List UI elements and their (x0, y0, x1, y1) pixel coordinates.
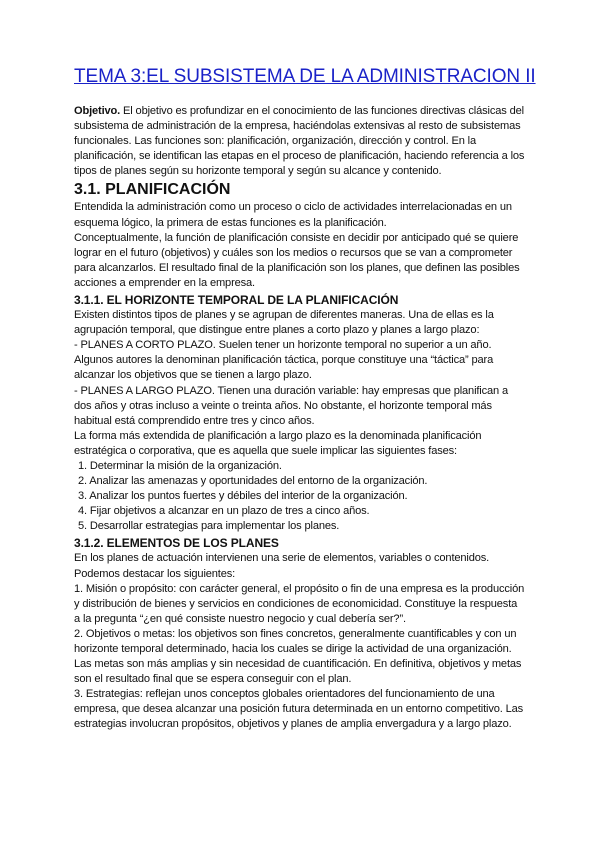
objective-text: El objetivo es profundizar en el conocimiento de las funciones directivas clásicas del subsistema de administración de la empresa, haciéndolas extensivas al resto de subsistemas funcionales. Las funciones son: planificación, organización, dirección y control. En la planificación, se identifican las etapas en el proceso de planificación, haciendo referencia a los tipos de planes según su horizonte temporal y según su alcance y contenido. (74, 105, 525, 178)
list-item: 3. Analizar los puntos fuertes y débiles del interior de la organización. (78, 490, 408, 503)
list-item: 1. Misión o propósito: con carácter general, el propósito o fin de una empresa es la producción y distribución de bienes y servicios en condiciones de economicidad. Constituye la respuesta a la pregunta “¿en qué consiste nuestro negocio y cual debería ser?”. (74, 582, 525, 625)
paragraph: En los planes de actuación intervienen una serie de elementos, variables o contenidos. Podemos destacar los siguientes: (74, 552, 490, 580)
objective-paragraph (74, 104, 526, 179)
list-item: 4. Fijar objetivos a alcanzar en un plazo de tres a cinco años. (78, 505, 370, 518)
paragraph: Entendida la administración como un proceso o ciclo de actividades interrelacionadas en un esquema lógico, la primera de estas funciones es la planificación. (74, 201, 512, 229)
paragraph: Existen distintos tipos de planes y se agrupan de diferentes maneras. Una de ellas es la agrupación temporal, que distingue entre planes a corto plazo y planes a largo plazo: (74, 309, 494, 337)
subsection-heading-horizonte: 3.1.1. EL HORIZONTE TEMPORAL DE LA PLANIFICACIÓN (74, 293, 399, 308)
paragraph: - PLANES A CORTO PLAZO. Suelen tener un horizonte temporal no superior a un año. Algunos autores la denominan planificación táctica, porque constituye una “táctica” para alcanzar los objetivos que se tienen a largo plazo. (74, 339, 494, 382)
paragraph: La forma más extendida de planificación a largo plazo es la denominada planificación estratégica o corporativa, que es aquella que suele implicar las siguientes fases: (74, 429, 482, 457)
objective-label: Objetivo. (74, 105, 121, 117)
subsection-heading-elementos: 3.1.2. ELEMENTOS DE LOS PLANES (74, 536, 279, 551)
list-item: 3. Estrategias: reflejan unos conceptos globales orientadores del funcionamiento de una empresa, que desea alcanzar una posición futura determinada en un entorno competitivo. Las estrategias involucran propósitos, objetivos y planes de amplia envergadura y a largo plazo. (74, 688, 524, 731)
list-item: 1. Determinar la misión de la organización. (78, 459, 282, 472)
document-title: TEMA 3:EL SUBSISTEMA DE LA ADMINISTRACION II (74, 66, 536, 87)
list-item: 5. Desarrollar estrategias para implementar los planes. (78, 520, 340, 533)
section-heading-planificacion: 3.1. PLANIFICACIÓN (74, 181, 231, 199)
list-item: 2. Objetivos o metas: los objetivos son fines concretos, generalmente cuantificables y con un horizonte temporal determinado, hacia los cuales se dirige la actividad de una organización. Las metas son más amplias y sin necesidad de cuantificación. En definitiva, objetivos y metas son el resultado final que se espera conseguir con el plan. (74, 627, 522, 686)
list-item: 2. Analizar las amenazas y oportunidades del entorno de la organización. (78, 475, 428, 488)
paragraph: - PLANES A LARGO PLAZO. Tienen una duración variable: hay empresas que planifican a dos años y otras incluso a veinte o treinta años. No obstante, el horizonte temporal más habitual está comprendido entre tres y cinco años. (74, 384, 509, 427)
paragraph: Conceptualmente, la función de planificación consiste en decidir por anticipado qué se quiere lograr en el futuro (objetivos) y cuáles son los medios o recursos que se van a comprometer para alcanzarlos. El resultado final de la planificación son los planes, que definen las posibles acciones a emprender en la empresa. (74, 231, 520, 289)
